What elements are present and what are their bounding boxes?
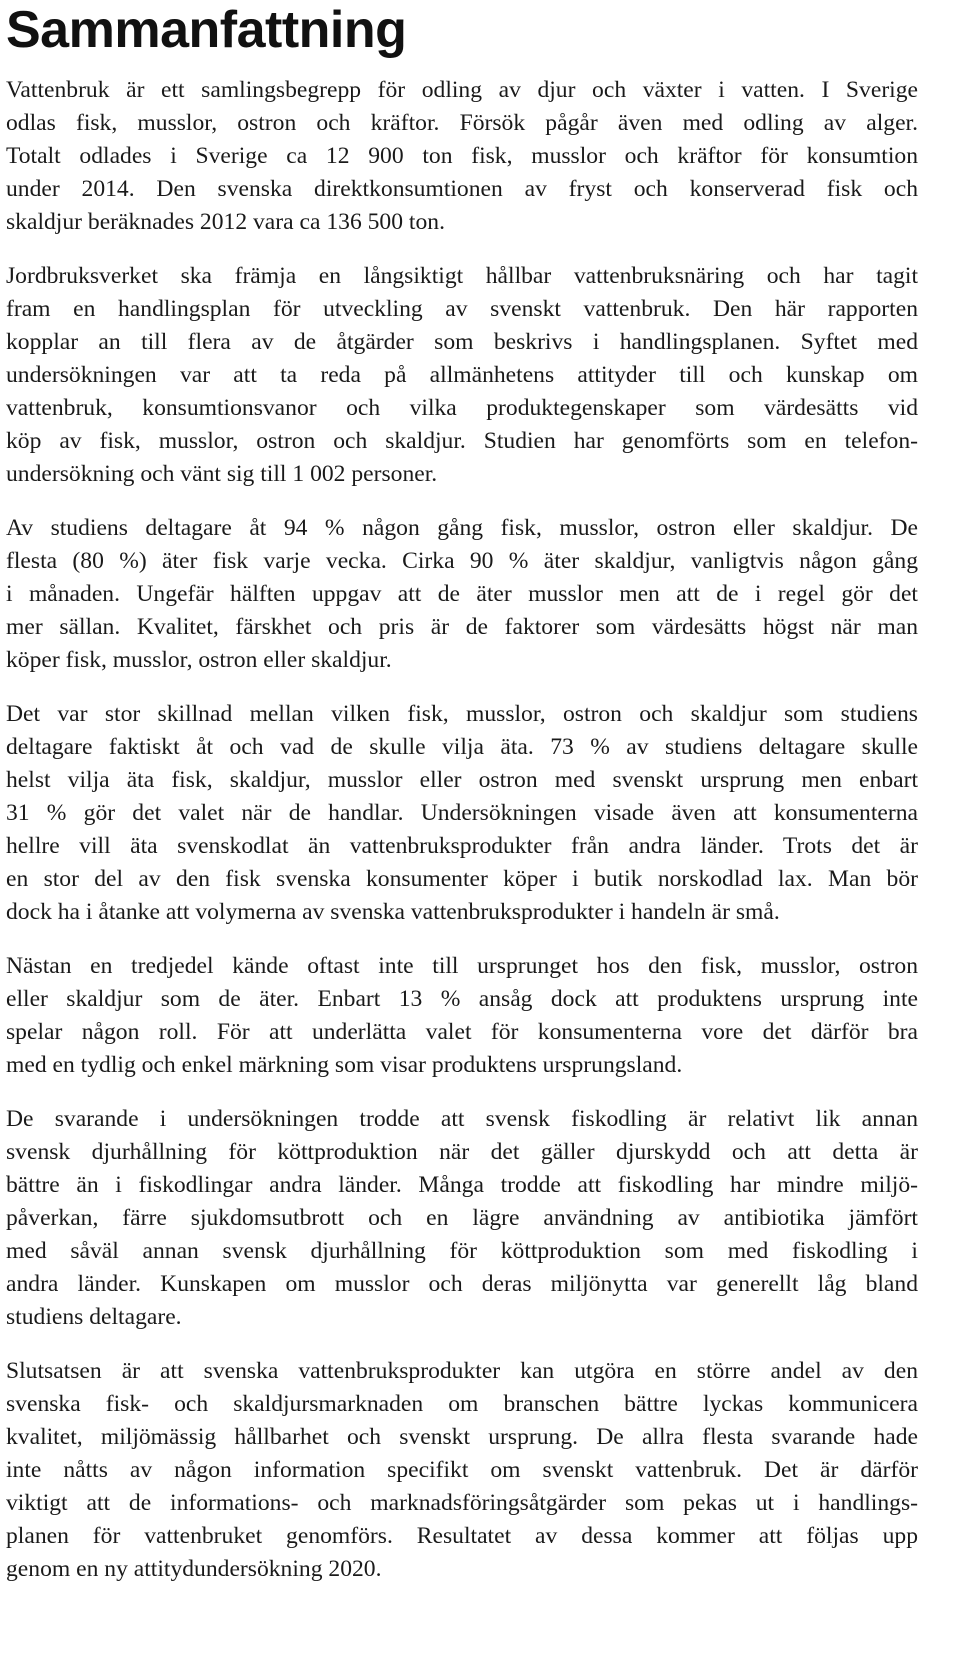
- text-line: mer sällan. Kvalitet, färskhet och pris är de faktorer som värdesätts högst när man: [6, 614, 918, 640]
- text-line: 31 % gör det valet när de handlar. Undersökningen visade även att konsumenterna: [6, 800, 918, 826]
- text-line: genom en ny attitydundersökning 2020.: [6, 1556, 382, 1582]
- paragraph-gap: [6, 1082, 918, 1103]
- text-line: viktigt att de informations- och marknadsföringsåtgärder som pekas ut i handlings-: [6, 1490, 918, 1516]
- text-line: helst vilja äta fisk, skaldjur, musslor eller ostron med svenskt ursprung men enbart: [6, 767, 918, 793]
- document-page: [6, 0, 918, 1586]
- text-line: dock ha i åtanke att volymerna av svenska vattenbruksprodukter i handeln är små.: [6, 899, 780, 925]
- text-line: De svarande i undersökningen trodde att svensk fiskodling är relativt lik annan: [6, 1106, 918, 1132]
- paragraph: [6, 74, 918, 239]
- text-line: fram en handlingsplan för utveckling av svenskt vattenbruk. Den här rapporten: [6, 296, 918, 322]
- text-line: Vattenbruk är ett samlingsbegrepp för odling av djur och växter i vatten. I Sverige: [6, 77, 918, 103]
- text-line: odlas fisk, musslor, ostron och kräftor. Försök pågår även med odling av alger.: [6, 110, 918, 136]
- document-body: [6, 74, 918, 1586]
- text-line: planen för vattenbruket genomförs. Resultatet av dessa kommer att följas upp: [6, 1523, 918, 1549]
- paragraph-gap: [6, 491, 918, 512]
- text-line: påverkan, färre sjukdomsutbrott och en lägre användning av antibiotika jämfört: [6, 1205, 918, 1231]
- paragraph: [6, 1103, 918, 1334]
- text-line: eller skaldjur som de äter. Enbart 13 % ansåg dock att produktens ursprung inte: [6, 986, 918, 1012]
- text-line: hellre vill äta svenskodlat än vattenbruksprodukter från andra länder. Trots det är: [6, 833, 918, 859]
- text-line: Totalt odlades i Sverige ca 12 900 ton fisk, musslor och kräftor för konsumtion: [6, 143, 918, 169]
- text-line: med en tydlig och enkel märkning som visar produktens ursprungsland.: [6, 1052, 683, 1078]
- text-line: under 2014. Den svenska direktkonsumtionen av fryst och konserverad fisk och: [6, 176, 918, 202]
- text-line: Av studiens deltagare åt 94 % någon gång fisk, musslor, ostron eller skaldjur. De: [6, 515, 918, 541]
- text-line: skaldjur beräknades 2012 vara ca 136 500 ton.: [6, 209, 445, 235]
- paragraph: [6, 950, 918, 1082]
- paragraph-gap: [6, 239, 918, 260]
- text-line: med såväl annan svensk djurhållning för köttproduktion som med fiskodling i: [6, 1238, 918, 1264]
- text-line: andra länder. Kunskapen om musslor och deras miljönytta var generellt låg bland: [6, 1271, 918, 1297]
- text-line: i månaden. Ungefär hälften uppgav att de äter musslor men att de i regel gör det: [6, 581, 918, 607]
- text-line: köper fisk, musslor, ostron eller skaldjur.: [6, 647, 392, 673]
- text-line: Det var stor skillnad mellan vilken fisk, musslor, ostron och skaldjur som studiens: [6, 701, 918, 727]
- text-line: en stor del av den fisk svenska konsumenter köper i butik norskodlad lax. Man bör: [6, 866, 918, 892]
- paragraph: [6, 260, 918, 491]
- text-line: köp av fisk, musslor, ostron och skaldjur. Studien har genomförts som en telefon-: [6, 428, 918, 454]
- text-line: studiens deltagare.: [6, 1304, 182, 1330]
- paragraph: [6, 698, 918, 929]
- paragraph-gap: [6, 677, 918, 698]
- page-title: Sammanfattning: [6, 1, 407, 59]
- paragraph: [6, 512, 918, 677]
- text-line: flesta (80 %) äter fisk varje vecka. Cirka 90 % äter skaldjur, vanligtvis någon gång: [6, 548, 918, 574]
- text-line: spelar någon roll. För att underlätta valet för konsumenterna vore det därför bra: [6, 1019, 918, 1045]
- text-line: Nästan en tredjedel kände oftast inte till ursprunget hos den fisk, musslor, ostron: [6, 953, 918, 979]
- paragraph-gap: [6, 1334, 918, 1355]
- text-line: undersökningen var att ta reda på allmänhetens attityder till och kunskap om: [6, 362, 918, 388]
- text-line: bättre än i fiskodlingar andra länder. Många trodde att fiskodling har mindre miljö-: [6, 1172, 918, 1198]
- text-line: kvalitet, miljömässig hållbarhet och svenskt ursprung. De allra flesta svarande hade: [6, 1424, 918, 1450]
- text-line: Jordbruksverket ska främja en långsiktigt hållbar vattenbruksnäring och har tagit: [6, 263, 918, 289]
- text-line: kopplar an till flera av de åtgärder som beskrivs i handlingsplanen. Syftet med: [6, 329, 918, 355]
- text-line: inte nåtts av någon information specifikt om svenskt vattenbruk. Det är därför: [6, 1457, 918, 1483]
- text-line: svensk djurhållning för köttproduktion när det gäller djurskydd och att detta är: [6, 1139, 918, 1165]
- text-line: Slutsatsen är att svenska vattenbruksprodukter kan utgöra en större andel av den: [6, 1358, 918, 1384]
- text-line: deltagare faktiskt åt och vad de skulle vilja äta. 73 % av studiens deltagare skulle: [6, 734, 918, 760]
- text-line: vattenbruk, konsumtionsvanor och vilka produktegenskaper som värdesätts vid: [6, 395, 918, 421]
- text-line: undersökning och vänt sig till 1 002 personer.: [6, 461, 438, 487]
- paragraph-gap: [6, 929, 918, 950]
- text-line: svenska fisk- och skaldjursmarknaden om branschen bättre lyckas kommunicera: [6, 1391, 918, 1417]
- paragraph: [6, 1355, 918, 1586]
